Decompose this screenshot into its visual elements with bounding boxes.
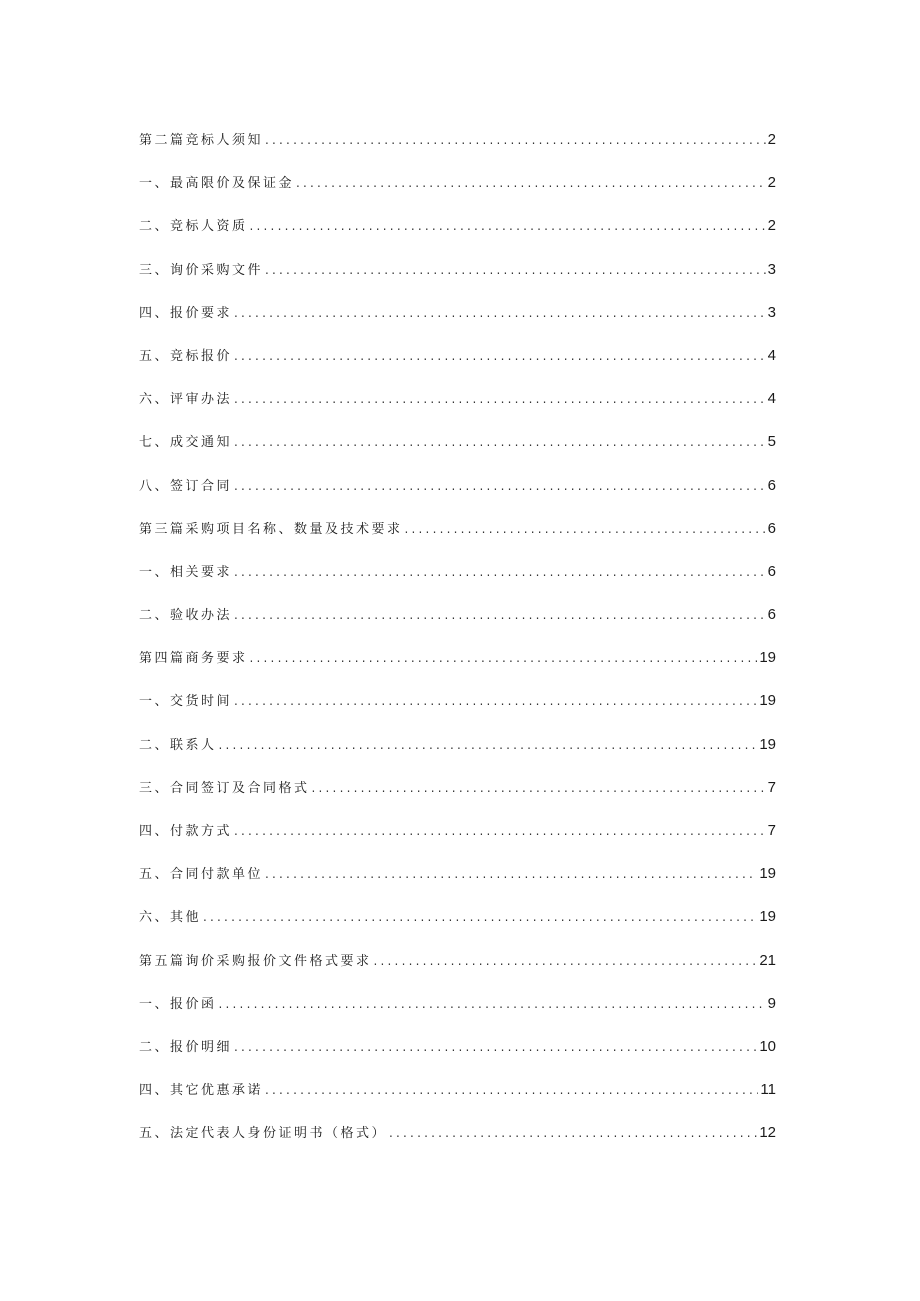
toc-dot-leader xyxy=(219,997,766,1011)
toc-entry[interactable] xyxy=(139,604,776,647)
toc-entry-page-number: 19 xyxy=(759,908,776,926)
toc-entry-page-number: 6 xyxy=(767,606,776,624)
toc-entry[interactable] xyxy=(139,475,776,518)
toc-dot-leader xyxy=(234,1040,757,1054)
toc-entry[interactable] xyxy=(139,734,776,777)
toc-entry-title: 五、法定代表人身份证明书（格式） xyxy=(139,1126,388,1142)
toc-entry[interactable] xyxy=(139,345,776,388)
toc-entry-page-number: 11 xyxy=(760,1081,776,1099)
toc-entry[interactable] xyxy=(139,1079,776,1122)
toc-entry-page-number: 6 xyxy=(767,519,776,537)
toc-entry[interactable] xyxy=(139,1122,776,1165)
toc-entry-page-number: 3 xyxy=(767,260,776,278)
toc-entry[interactable] xyxy=(139,647,776,690)
toc-entry[interactable] xyxy=(139,431,776,474)
toc-entry-page-number: 19 xyxy=(759,735,776,753)
toc-entry-page-number: 19 xyxy=(759,865,776,883)
toc-dot-leader xyxy=(234,349,766,363)
toc-entry-page-number: 10 xyxy=(759,1037,776,1055)
toc-dot-leader xyxy=(265,133,766,147)
toc-entry[interactable] xyxy=(139,561,776,604)
toc-entry-title: 一、相关要求 xyxy=(139,564,233,580)
toc-entry-title: 七、成交通知 xyxy=(139,435,233,451)
toc-entry[interactable] xyxy=(139,820,776,863)
toc-dot-leader xyxy=(234,824,766,838)
toc-dot-leader xyxy=(219,738,758,752)
toc-entry[interactable] xyxy=(139,1036,776,1079)
table-of-contents xyxy=(139,129,776,1166)
toc-entry[interactable] xyxy=(139,906,776,949)
toc-entry-title: 二、竞标人资质 xyxy=(139,219,248,235)
toc-entry-title: 二、验收办法 xyxy=(139,608,233,624)
toc-dot-leader xyxy=(234,565,766,579)
toc-entry-title: 四、付款方式 xyxy=(139,824,233,839)
toc-entry-title: 六、其他 xyxy=(139,910,202,926)
toc-entry-title: 四、其它优惠承诺 xyxy=(139,1083,264,1099)
toc-dot-leader xyxy=(265,263,766,277)
toc-dot-leader xyxy=(250,219,766,233)
toc-entry-title: 一、交货时间 xyxy=(139,694,233,710)
toc-entry-page-number: 21 xyxy=(759,951,776,969)
toc-dot-leader xyxy=(234,392,766,406)
toc-dot-leader xyxy=(234,435,766,449)
toc-dot-leader xyxy=(234,694,757,708)
toc-entry-page-number: 3 xyxy=(767,303,776,321)
toc-entry-title: 八、签订合同 xyxy=(139,478,233,494)
toc-entry[interactable] xyxy=(139,388,776,431)
toc-dot-leader xyxy=(234,306,766,320)
toc-entry-title: 第二篇竞标人须知 xyxy=(139,133,264,148)
toc-entry-title: 第三篇采购项目名称、数量及技术要求 xyxy=(139,521,403,537)
toc-dot-leader xyxy=(389,1126,757,1140)
toc-entry[interactable] xyxy=(139,172,776,215)
toc-entry-title: 二、联系人 xyxy=(139,737,217,753)
toc-entry[interactable] xyxy=(139,302,776,345)
toc-entry[interactable] xyxy=(139,950,776,993)
toc-entry[interactable] xyxy=(139,518,776,561)
toc-entry[interactable] xyxy=(139,863,776,906)
toc-entry-title: 六、评审办法 xyxy=(139,392,233,408)
toc-entry-page-number: 6 xyxy=(767,562,776,580)
toc-entry-page-number: 7 xyxy=(767,822,776,839)
toc-entry-page-number: 19 xyxy=(759,692,776,710)
toc-entry-page-number: 7 xyxy=(767,778,776,796)
toc-entry-page-number: 9 xyxy=(767,994,776,1012)
toc-dot-leader xyxy=(203,910,757,924)
toc-entry-page-number: 12 xyxy=(759,1124,776,1142)
toc-entry[interactable] xyxy=(139,259,776,302)
toc-entry-page-number: 6 xyxy=(767,476,776,494)
toc-entry-page-number: 5 xyxy=(767,433,776,451)
toc-entry-title: 第五篇询价采购报价文件格式要求 xyxy=(139,953,372,969)
toc-entry-title: 第四篇商务要求 xyxy=(139,651,248,667)
toc-entry-page-number: 19 xyxy=(759,649,776,667)
toc-entry-title: 三、询价采购文件 xyxy=(139,262,264,278)
toc-entry-title: 一、报价函 xyxy=(139,996,217,1012)
toc-dot-leader xyxy=(374,954,758,968)
toc-dot-leader xyxy=(265,1083,758,1097)
toc-entry-page-number: 4 xyxy=(767,390,776,408)
toc-entry-page-number: 2 xyxy=(767,131,776,148)
toc-entry[interactable] xyxy=(139,777,776,820)
toc-entry-title: 一、最高限价及保证金 xyxy=(139,176,295,192)
toc-dot-leader xyxy=(234,608,766,622)
toc-entry-title: 四、报价要求 xyxy=(139,305,233,321)
toc-entry[interactable] xyxy=(139,993,776,1036)
toc-entry-title: 五、竞标报价 xyxy=(139,348,233,364)
toc-entry[interactable] xyxy=(139,215,776,258)
toc-dot-leader xyxy=(312,781,766,795)
toc-dot-leader xyxy=(250,651,758,665)
toc-entry-page-number: 2 xyxy=(767,174,776,192)
toc-dot-leader xyxy=(405,522,766,536)
toc-entry-page-number: 2 xyxy=(767,217,776,235)
toc-entry[interactable] xyxy=(139,129,776,172)
toc-entry-page-number: 4 xyxy=(767,346,776,364)
toc-entry-title: 三、合同签订及合同格式 xyxy=(139,780,310,796)
toc-dot-leader xyxy=(265,867,757,881)
toc-dot-leader xyxy=(296,176,766,190)
toc-dot-leader xyxy=(234,479,766,493)
toc-entry-title: 二、报价明细 xyxy=(139,1039,233,1055)
toc-entry-title: 五、合同付款单位 xyxy=(139,867,264,883)
toc-entry[interactable] xyxy=(139,690,776,733)
